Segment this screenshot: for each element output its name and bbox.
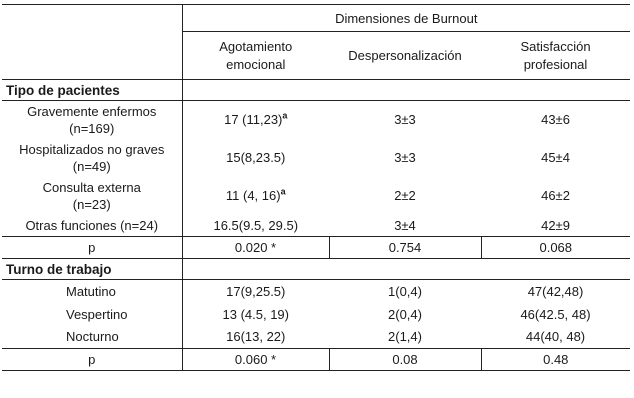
p-agotamiento: 0.060 * (182, 349, 329, 371)
cell-satisfaccion: 46(42.5, 48) (520, 306, 591, 322)
p-label: p (88, 240, 96, 255)
header-satisfaccion: Satisfacción profesional (520, 38, 591, 72)
section-row (2, 80, 630, 101)
cell-satisfaccion: 42±9 (541, 217, 570, 233)
row-label: Consulta externa (n=23) (42, 179, 141, 212)
table-row (2, 303, 630, 326)
cell-despersonalizacion: 2(0,4) (388, 306, 422, 322)
row-label: Vespertino (66, 306, 128, 322)
header-agotamiento: Agotamiento emocional (182, 32, 329, 80)
group-title: Dimensiones de Burnout (182, 5, 630, 32)
cell-agotamiento: 11 (4, 16)$^a$ (182, 177, 329, 215)
p-label: p (88, 352, 96, 367)
cell-satisfaccion: 44(40, 48) (525, 329, 586, 345)
cell-despersonalizacion: 3±4 (394, 217, 416, 233)
p-despersonalizacion: 0.754 (329, 237, 481, 259)
row-label: Matutino (66, 283, 116, 299)
cell-agotamiento: 16(13, 22) (182, 326, 329, 349)
cell-agotamiento: 15(8,23.5) (182, 139, 329, 177)
table-row (2, 177, 630, 215)
cell-agotamiento: 13 (4.5, 19) (182, 303, 329, 326)
table-row (2, 139, 630, 177)
section-title-turno-trabajo: Turno de trabajo (6, 261, 112, 277)
cell-despersonalizacion: 3±3 (394, 112, 416, 128)
header-group-row (2, 5, 630, 32)
cell-despersonalizacion: 1(0,4) (388, 283, 422, 299)
p-value-row (2, 349, 630, 371)
table-row (2, 326, 630, 349)
p-agotamiento: 0.020 * (182, 237, 329, 259)
p-value-row (2, 237, 630, 259)
burnout-table (2, 4, 630, 371)
header-despersonalizacion: Despersonalización (348, 47, 462, 63)
row-label: Hospitalizados no graves (n=49) (19, 141, 165, 174)
cell-satisfaccion: 43±6 (541, 112, 570, 128)
cell-satisfaccion: 45±4 (541, 150, 570, 165)
table-row (2, 280, 630, 303)
p-despersonalizacion: 0.08 (329, 349, 481, 371)
p-satisfaccion: 0.068 (481, 237, 630, 259)
row-label: Otras funciones (n=24) (25, 217, 159, 233)
table-row (2, 215, 630, 237)
cell-despersonalizacion: 2±2 (394, 188, 416, 203)
cell-agotamiento: 17(9,25.5) (182, 280, 329, 303)
cell-agotamiento: 16.5(9.5, 29.5) (182, 215, 329, 237)
cell-agotamiento: 17 $(11,23)^a$ (182, 101, 329, 139)
section-title-tipo-pacientes: Tipo de pacientes (6, 82, 120, 98)
section-row (2, 259, 630, 280)
p-satisfaccion: 0.48 (481, 349, 630, 371)
cell-despersonalizacion: 2(1,4) (388, 329, 422, 345)
row-label: Nocturno (66, 329, 119, 345)
cell-satisfaccion: 47(42,48) (527, 283, 584, 299)
cell-satisfaccion: 46±2 (541, 188, 570, 203)
row-label: Gravemente enfermos (n=169) (27, 103, 157, 136)
header-sub-row (2, 32, 630, 80)
table-row (2, 101, 630, 139)
cell-despersonalizacion: 3±3 (394, 150, 416, 165)
